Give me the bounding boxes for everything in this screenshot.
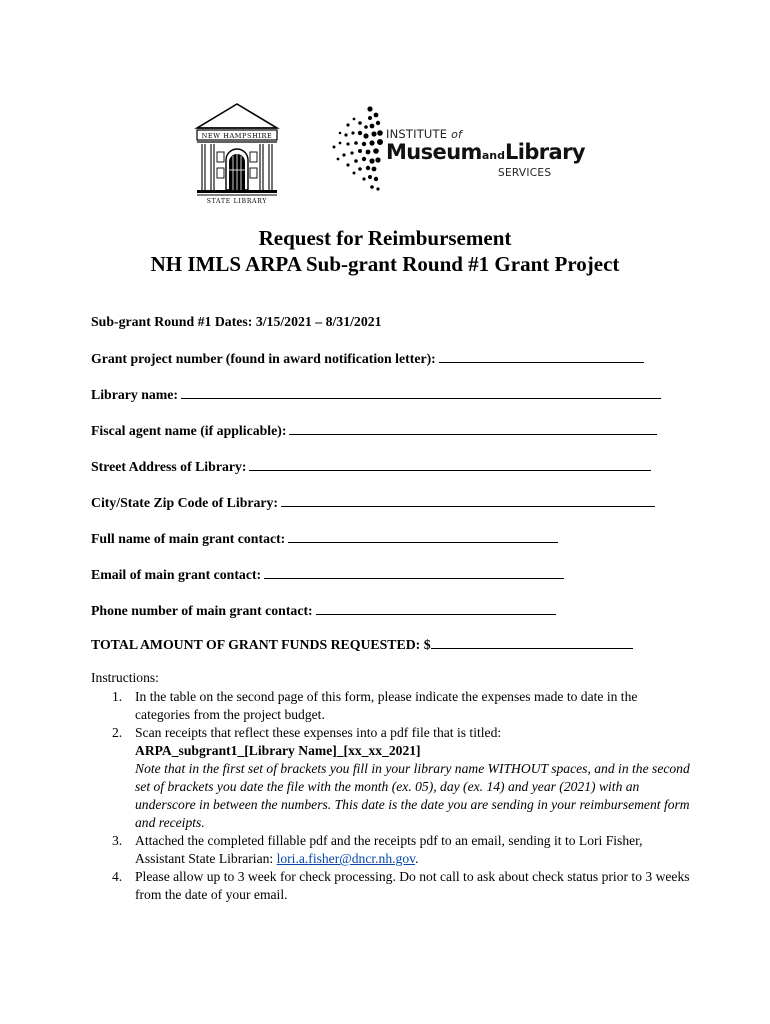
field-label: Library name:: [91, 387, 178, 402]
library-name-field[interactable]: [181, 386, 661, 399]
contact-email-field[interactable]: [264, 566, 564, 579]
imls-wordmark: INSTITUTE of MuseumandLibrary SERVICES: [386, 127, 585, 179]
city-state-zip-row: [91, 494, 655, 511]
library-name-row: [91, 386, 661, 403]
contact-name-row: [91, 530, 558, 547]
grant-dates: Sub-grant Round #1 Dates: 3/15/2021 – 8/31/2021: [91, 314, 382, 329]
contact-email-row: [91, 566, 564, 583]
field-label: Grant project number (found in award notification letter):: [91, 351, 436, 366]
field-label: Street Address of Library:: [91, 459, 247, 474]
grant-project-number-field[interactable]: [439, 350, 644, 363]
list-item: 1. In the table on the second page of this form, please indicate the expenses made to date in the categories from the project budget.: [112, 689, 638, 722]
pdf-filename-format: ARPA_subgrant1_[Library Name]_[xx_xx_2021]: [135, 743, 421, 758]
field-label: Fiscal agent name (if applicable):: [91, 423, 287, 438]
svg-text:STATE LIBRARY: STATE LIBRARY: [206, 198, 268, 205]
library-building-icon: [194, 102, 280, 206]
svg-text:NEW HAMPSHIRE: NEW HAMPSHIRE: [201, 132, 273, 140]
filename-note: Note that in the first set of brackets you fill in your library name WITHOUT spaces, and in the second set of brackets you date the file with the month (ex. 05), day (ex. 14) and year (2021) with an underscore in between the numbers. This date is the date you are sending in your reimbursement form and receipts.: [135, 761, 690, 830]
list-item: 4. Please allow up to 3 week for check processing. Do not call to ask about check status prior to 3 weeks from the date of your email.: [112, 869, 690, 902]
city-state-zip-field[interactable]: [281, 494, 655, 507]
contact-phone-row: [91, 602, 556, 619]
contact-name-field[interactable]: [288, 530, 558, 543]
street-address-row: [91, 458, 651, 475]
field-label: Email of main grant contact:: [91, 567, 262, 582]
page-subtitle: NH IMLS ARPA Sub-grant Round #1 Grant Project: [150, 252, 620, 276]
list-item: 2. Scan receipts that reflect these expenses into a pdf file that is titled: ARPA_subgrant1_[Library Name]_[xx_xx_2021] Note that in the first set of brackets you fill in your library name WITHOUT spaces, and in the second set of brackets you date the file with the month (ex. 05), day (ex. 14) and year (2021) with an underscore in between the numbers. This date is the date you are sending in your reimbursement form and receipts.: [112, 725, 690, 830]
field-label: TOTAL AMOUNT OF GRANT FUNDS REQUESTED: $: [91, 637, 431, 652]
field-label: Full name of main grant contact:: [91, 531, 286, 546]
field-label: City/State Zip Code of Library:: [91, 495, 279, 510]
street-address-field[interactable]: [249, 458, 651, 471]
total-amount-field[interactable]: [431, 636, 633, 649]
instructions-list: [91, 688, 691, 904]
contact-phone-field[interactable]: [316, 602, 556, 614]
fiscal-agent-field[interactable]: [289, 422, 657, 435]
imls-starburst-icon: [330, 103, 390, 195]
contact-email-link[interactable]: lori.a.fisher@dncr.nh.gov: [276, 851, 416, 866]
nh-state-library-logo: [194, 102, 280, 206]
fiscal-agent-row: [91, 422, 657, 439]
page-title: Request for Reimbursement: [258, 226, 512, 250]
field-label: Phone number of main grant contact:: [91, 603, 313, 618]
total-amount-row: [91, 636, 633, 653]
grant-project-number-row: [91, 350, 644, 367]
list-item: 3. Attached the completed fillable pdf and the receipts pdf to an email, sending it to Lori Fisher, Assistant State Librarian: lori.a.fisher@dncr.nh.gov.: [112, 833, 643, 866]
instructions-heading: Instructions:: [91, 670, 159, 685]
